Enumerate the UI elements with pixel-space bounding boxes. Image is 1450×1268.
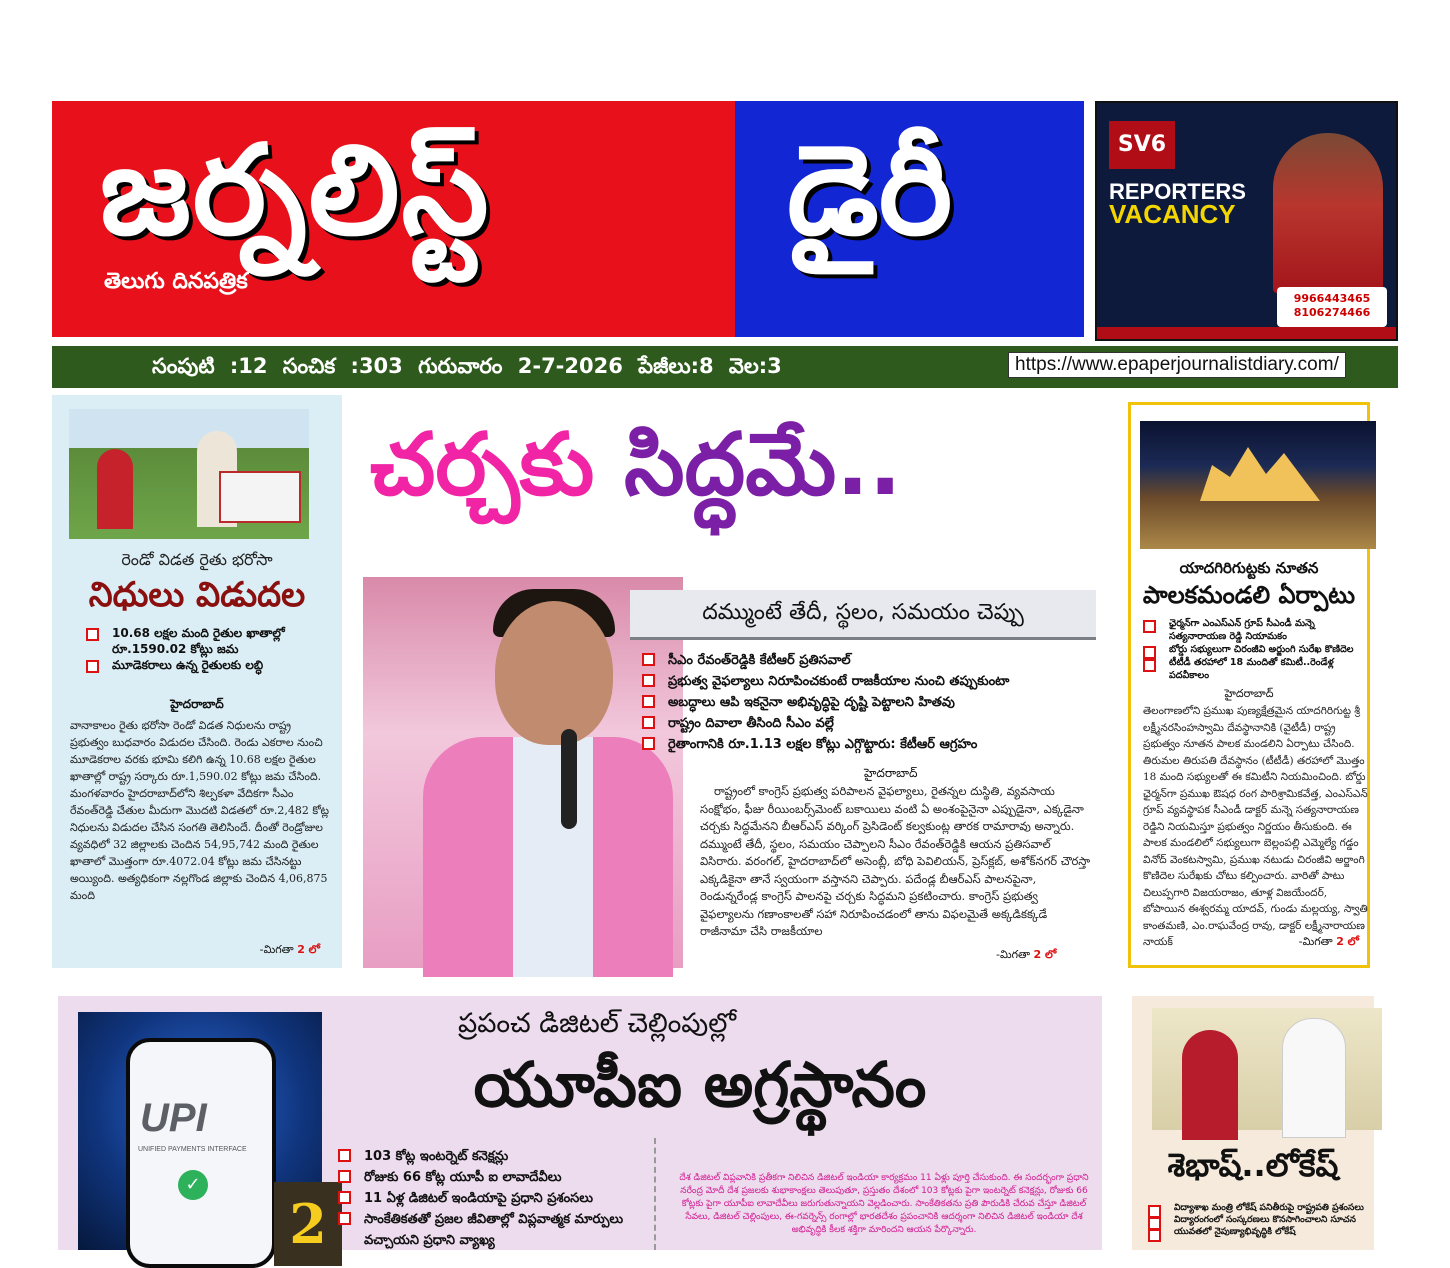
yadagirigutta-story	[1128, 402, 1370, 968]
lokesh-headline: శెభాష్..లోకేష్	[1167, 1146, 1339, 1184]
right-story-bullet: టీటీడీ తరహాలో 18 మందితో కమిటీ..రెండేళ్ల పదవీకాలం	[1143, 656, 1373, 682]
main-subhead: దమ్ముంటే తేదీ, స్థలం, సమయం చెప్పు	[630, 590, 1096, 640]
president-figure	[1182, 1030, 1238, 1140]
shirt	[513, 737, 593, 977]
ad-headline-line2: VACANCY	[1109, 199, 1236, 229]
main-headline-word1: చర్చకు	[370, 415, 595, 515]
right-story-kicker: యాదగిరిగుట్టకు నూతన	[1179, 559, 1319, 577]
lokesh-bullet: విద్యారంగంలో సంస్కరణలు కొనసాగించాలని సూచన	[1148, 1214, 1374, 1226]
upi-kicker: ప్రపంచ డిజిటల్ చెల్లింపుల్లో	[458, 1008, 736, 1039]
ad-headline	[1109, 179, 1246, 229]
continued-page: 2 లో	[1336, 935, 1359, 948]
left-story-headline: నిధులు విడుదల	[88, 575, 306, 615]
masthead-subtitle: తెలుగు దినపత్రిక	[104, 269, 248, 294]
left-story-bullets	[86, 625, 326, 673]
farmers-photo	[69, 409, 309, 539]
lokesh-bullet: విద్యాశాఖ మంత్రి లోకేష్ పనితీరుపై రాష్ట్రపతి ప్రశంసలు	[1148, 1202, 1374, 1214]
upi-logo-subtitle: UNIFIED PAYMENTS INTERFACE	[138, 1146, 247, 1153]
masthead	[52, 101, 1084, 337]
upi-bullets	[338, 1146, 638, 1251]
main-story-body: రాష్ట్రంలో కాంగ్రెస్ ప్రభుత్వ పరిపాలన వైఫల్యాలు, రైతన్నల దుస్థితి, వ్యవసాయ సంక్షోభం, ఫీజు రీయింబర్స్‌మెంట్ బకాయిలు వంటి ఏ అంశంపైనైనా ఎప్పుడైనా, ఎక్కడైనా చర్చకు సిద్ధమేనని బీఆర్‌ఎస్ వర్కింగ్ ప్రెసిడెంట్ కల్వకుంట్ల తారక రామారావు అన్నారు. దమ్ముంటే తేదీ, స్థలం, సమయం చెప్పాలని సీఎం రేవంత్‌రెడ్డికి ఆయన ప్రతిసవాల్ విసిరారు. వరంగల్, హైదరాబాద్‌లో అసెంబ్లీ, బోధి పెవిలియన్, ప్రెస్‌క్లబ్, అశోక్‌నగర్ చౌరస్తా ఎక్కడికైనా తానే స్వయంగా వస్తానని చెప్పారు. పదేండ్ల బీఆర్‌ఎస్ పాలనపైనా, రెండున్నరేండ్ల కాంగ్రెస్ పాలనపై చర్చకు సిద్ధమని ప్రకటించారు. కాంగ్రెస్ ప్రభుత్వ వైఫల్యాలను గణాంకాలతో సహా నిరూపించడంలో తాను విఫలమైతే అక్కడికక్కడే రాజీనామా చేసి రాజకీయాల	[700, 784, 1091, 938]
left-story-body: వానాకాలం రైతు భరోసా రెండో విడత నిధులను రాష్ట్ర ప్రభుత్వం బుధవారం విడుదల చేసింది. రెండు ఎకరాల నుంచి మూడెకరాల వరకు భూమి కలిగి ఉన్న 10.68 లక్షల రైతుల ఖాతాల్లో రాష్ట్ర సర్కారు రూ.1,590.02 కోట్లు జమ చేసింది. మంగళవారం హైదరాబాద్‌లోని శిల్పకళా వేదికగా సీఎం రేవంత్‌రెడ్డి చేతుల మీదుగా మొదటి విడతలో రూ.2,482 కోట్ల నిధులను విడుదల చేసిన సంగతి తెలిసిందే. దీంతో రెండ్రోజుల వ్యవధిలో 32 జిల్లాలకు చెందిన 54,95,742 మంది రైతుల ఖాతాలో మొత్తంగా రూ.4072.04 కోట్లు జమ చేసినట్టు అయ్యింది. అత్యధికంగా నల్లగొండ జిల్లాకు చెందిన 4,06,875 మంది	[70, 719, 330, 902]
face	[495, 601, 613, 745]
right-story-bullets	[1143, 617, 1373, 682]
lokesh-story	[1132, 996, 1374, 1250]
right-story-continued[interactable]	[1299, 935, 1359, 951]
farmer-woman-figure	[97, 449, 133, 529]
sv6-logo: SV6	[1109, 121, 1175, 169]
ad-phone-box	[1277, 287, 1387, 327]
ad-headline-line1: REPORTERS	[1109, 179, 1246, 204]
upi-bullet: 11 ఏళ్ల డిజిటల్ ఇండియాపై ప్రధాని ప్రశంసలు	[338, 1188, 638, 1209]
issue-meta: సంపుటి :12 సంచిక :303 గురువారం 2-7-2026 పేజీలు:8 వెల:3	[152, 354, 782, 378]
temple-shape	[1200, 441, 1320, 501]
masthead-title-part1: జర్నలిస్ట్	[100, 119, 491, 263]
smartphone-icon	[126, 1038, 276, 1268]
continued-label: -మిగతా	[1298, 935, 1333, 948]
right-story-bullet: బోర్డు సభ్యులుగా చిరంజీవి అర్జుంగి సురేఖ కొణిదెల	[1143, 643, 1373, 656]
ad-phone-1: 9966443465	[1293, 292, 1371, 305]
ad-phone-2: 8106274466	[1293, 306, 1371, 319]
reporters-vacancy-ad[interactable]	[1095, 101, 1398, 341]
left-story-kicker: రెండో విడత రైతు భరోసా	[121, 550, 273, 569]
main-story-continued[interactable]	[996, 948, 1056, 964]
left-story-bullet: 10.68 లక్షల మంది రైతుల ఖాతాల్లో రూ.1590.02 కోట్లు జమ	[86, 625, 326, 657]
upi-headline: యూపీఐ అగ్రస్థానం	[473, 1048, 927, 1121]
upi-body: దేశ డిజిటల్ విప్లవానికి ప్రతీకగా నిలిచిన డిజిటల్ ఇండియా కార్యక్రమం 11 ఏళ్లు పూర్తి చేసుకుంది. ఈ సందర్భంగా ప్రధాని నరేంద్ర మోదీ దేశ ప్రజలకు శుభాకాంక్షలు తెలుపుతూ, ప్రస్తుతం దేశంలో 103 కోట్లకు పైగా ఇంటర్నెట్ కనెక్షన్లు, రోజుకు 66 కోట్లకు పైగా యూపీఐ లావాదేవీలు జరుగుతున్నాయని వెల్లడించారు. సాంకేతికతను ప్రతి పౌరుడికి చేరువ చేస్తూ డిజిటల్ సేవలు, డిజిటల్ చెల్లింపులు, ఈ-గవర్నెన్స్ రంగాల్లో భారతదేశం ప్రపంచానికి ఆదర్శంగా నిలిచిన డిజిటల్ ఇండియా దేశ అభివృద్ధికి కీలక శక్తిగా మారిందని ఆయన పేర్కొన్నారు.	[679, 1173, 1089, 1235]
continued-page: 2 లో	[297, 943, 320, 956]
continued-label: -మిగతా	[996, 948, 1031, 961]
left-story-bullet: మూడెకరాలు ఉన్న రైతులకు లబ్ధి	[86, 657, 326, 673]
upi-bullet: 103 కోట్ల ఇంటర్నెట్ కనెక్షన్లు	[338, 1146, 638, 1167]
microphone-icon	[561, 729, 577, 829]
issue-info-bar	[52, 346, 1398, 388]
lokesh-figure	[1282, 1018, 1346, 1138]
column-divider	[654, 1138, 656, 1250]
main-headline-word2: సిద్ధమే..	[624, 415, 902, 515]
right-story-headline: పాలకమండలి ఏర్పాటు	[1142, 581, 1356, 609]
main-headline	[370, 410, 1090, 520]
main-story-bullet: రైతాంగానికి రూ.1.13 లక్షల కోట్లు ఎగ్గొట్టారు: కేటీఆర్ ఆగ్రహం	[642, 734, 1092, 755]
continued-page: 2 లో	[1033, 948, 1057, 961]
upi-phone-image	[78, 1012, 327, 1256]
upi-logo: UPI	[140, 1096, 207, 1140]
right-story-bullet: ఛైర్మన్‌గా ఎంఎస్‌ఎన్ గ్రూప్ సీఎండీ మన్నె సత్యనారాయణ రెడ్డి నియామకం	[1143, 617, 1373, 643]
lokesh-bullet: యువతలో నైపుణ్యాభివృద్ధికి లోకేష్	[1148, 1226, 1374, 1238]
left-story-dateline: హైదరాబాద్	[170, 697, 224, 711]
rythu-bharosa-story	[52, 395, 342, 968]
main-story-bullet: సీఎం రేవంత్‌రెడ్డికి కేటీఆర్ ప్రతిసవాల్	[642, 650, 1092, 671]
ad-bottom-strip	[1097, 327, 1396, 339]
main-story-bullet: రాష్ట్రం దివాలా తీసింది సీఎం వల్లే	[642, 713, 1092, 734]
lokesh-president-photo	[1152, 1008, 1382, 1130]
page-number-box: 2	[274, 1182, 342, 1266]
main-story-bullet: ప్రభుత్వ వైఫల్యాలు నిరూపించకుంటే రాజకీయాల నుంచి తప్పుకుంటా	[642, 671, 1092, 692]
main-story-bullets	[642, 650, 1092, 755]
left-story-continued[interactable]	[260, 943, 320, 959]
passbook-figure	[219, 471, 301, 523]
upi-bullet: రోజుకు 66 కోట్ల యూపీ ఐ లావాదేవీలు	[338, 1167, 638, 1188]
main-story-dateline: హైదరాబాద్	[864, 766, 918, 780]
checkmark-icon: ✓	[178, 1170, 208, 1200]
lokesh-bullets	[1148, 1202, 1374, 1238]
right-story-dateline: హైదరాబాద్	[1224, 687, 1274, 700]
upi-story	[58, 996, 1102, 1256]
continued-label: -మిగతా	[259, 943, 294, 956]
ad-anchor-image	[1273, 133, 1383, 293]
epaper-url[interactable]: https://www.epaperjournalistdiary.com/	[1008, 352, 1346, 378]
temple-photo	[1140, 421, 1376, 549]
upi-bullet: సాంకేతికతతో ప్రజల జీవితాల్లో విప్లవాత్మక మార్పులు వచ్చాయని ప్రధాని వ్యాఖ్య	[338, 1209, 638, 1251]
masthead-title-part2: డైరీ	[787, 119, 953, 263]
main-story-bullet: అబద్ధాలు ఆపి ఇకనైనా అభివృద్ధిపై దృష్టి పెట్టాలని హితవు	[642, 692, 1092, 713]
right-story-body: తెలంగాణలోని ప్రముఖ పుణ్యక్షేత్రమైన యాదగిరిగుట్ట శ్రీ లక్ష్మీనరసింహస్వామి దేవస్థానానికి (వైటీడీ) రాష్ట్ర ప్రభుత్వం నూతన పాలక మండలిని ఏర్పాటు చేసింది. తిరుమల తిరుపతి దేవస్థానం (టీటీడీ) తరహాలో మొత్తం 18 మంది సభ్యులతో ఈ కమిటీని నియమించింది. బోర్డు ఛైర్మన్‌గా ప్రముఖ ఔషధ రంగ పారిశ్రామికవేత్త, ఎంఎస్‌ఎన్ గ్రూప్ వ్యవస్థాపక సీఎండీ డాక్టర్ మన్నె సత్యనారాయణ రెడ్డిని నియమిస్తూ ప్రభుత్వం నిర్ణయం తీసుకుంది. ఈ పాలక మండలిలో సభ్యులుగా బెల్లంపల్లి ఎమ్మెల్యే గడ్డం వినోద్ వెంకటస్వామి, ప్రముఖ నటుడు చిరంజీవి అర్జాంగి కొణిదెల సురేఖకు చోటు కల్పించారు. వారితో పాటు చిలుప్పగారి విజయరాజం, తూళ్ల విజయేందర్, బోపాయిన ఈశ్వరమ్మ యాదవ్, గుండు మల్లయ్య, స్వాతి కాంతమణి, ఎం.రాఘవేంద్ర రావు, డాక్టర్ లక్ష్మీనారాయణ నాయక్	[1143, 705, 1368, 948]
